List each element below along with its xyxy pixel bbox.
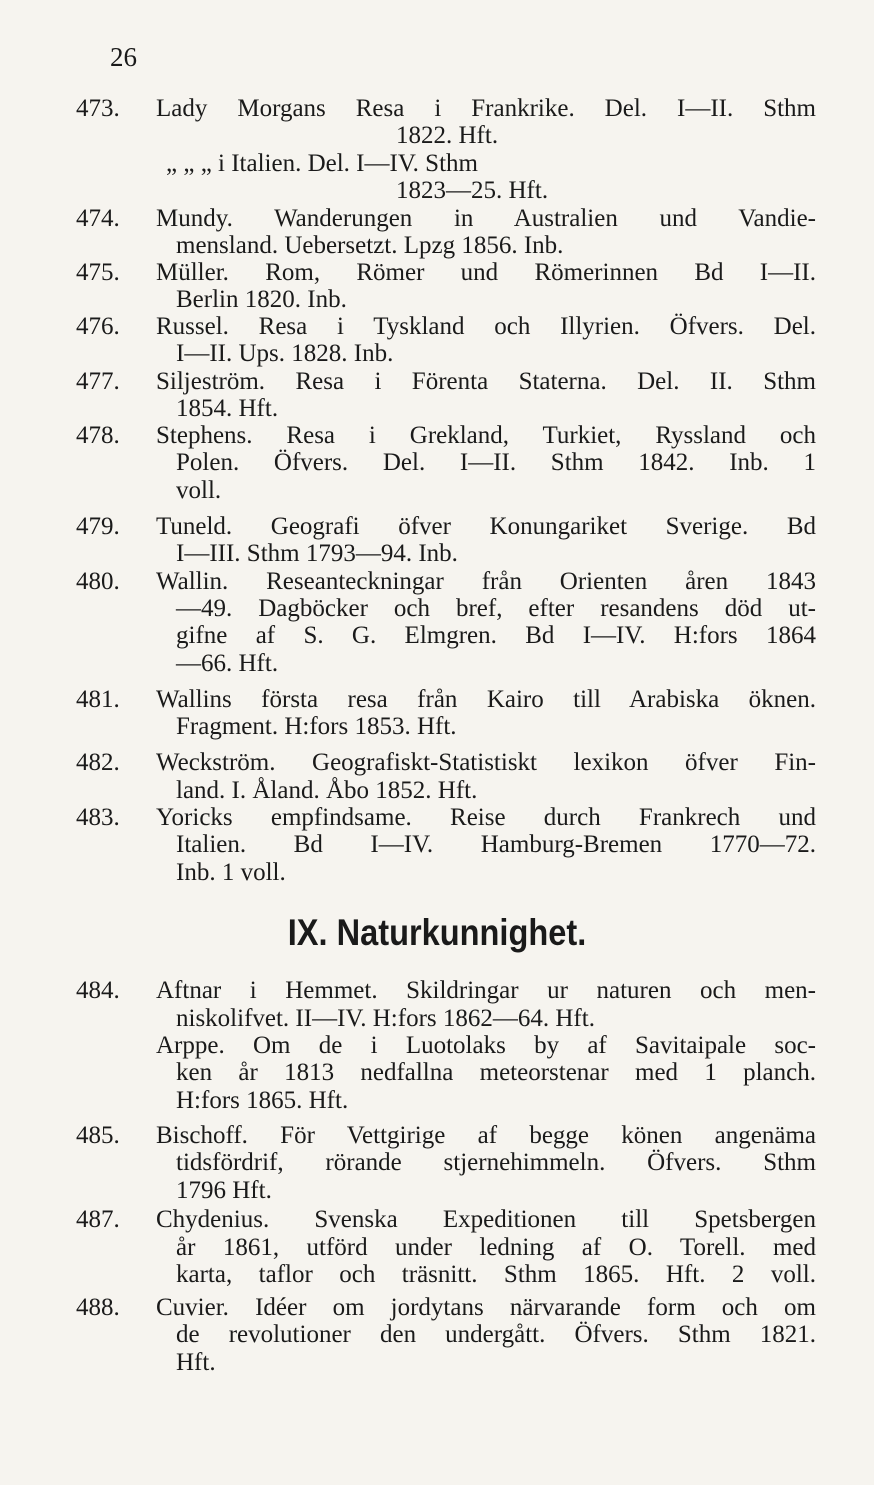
- entry-number: 478.: [76, 422, 120, 449]
- entry-line: gifne af S. G. Elmgren. Bd I—IV. H:fors 1864: [176, 622, 816, 649]
- entry-number: 475.: [76, 259, 120, 286]
- entry-line: Fragment. H:fors 1853. Hft.: [176, 713, 457, 740]
- entry-line: Aftnar i Hemmet. Skildringar ur naturen och men-: [156, 977, 816, 1004]
- entry-line: år 1861, utförd under ledning af O. Torell. med: [176, 1234, 816, 1261]
- entry-line: tidsfördrif, rörande stjernehimmeln. Öfvers. Sthm: [176, 1149, 816, 1176]
- entry-line: Mundy. Wanderungen in Australien und Vandie-: [156, 205, 816, 232]
- entry-number: 473.: [76, 95, 120, 122]
- entry-line: 1823—25. Hft.: [396, 177, 549, 204]
- entry-line: de revolutioner den undergått. Öfvers. Sthm 1821.: [176, 1321, 816, 1348]
- entry-number: 481.: [76, 686, 120, 713]
- entry-line: Siljeström. Resa i Förenta Staterna. Del. II. Sthm: [156, 368, 816, 395]
- entry-line: karta, taflor och träsnitt. Sthm 1865. Hft. 2 voll.: [176, 1261, 816, 1288]
- entry-line: Berlin 1820. Inb.: [176, 286, 347, 313]
- entry-line: —49. Dagböcker och bref, efter resandens död ut-: [176, 595, 816, 622]
- entry-line: Wallin. Reseanteckningar från Orienten åren 1843: [156, 568, 816, 595]
- section-heading: IX. Naturkunnighet.: [287, 912, 587, 953]
- entry-line: Stephens. Resa i Grekland, Turkiet, Ryssland och: [156, 422, 816, 449]
- entry-number: 487.: [76, 1206, 120, 1233]
- entry-number: 488.: [76, 1294, 120, 1321]
- entry-line: I—II. Ups. 1828. Inb.: [176, 340, 394, 367]
- entry-number: 480.: [76, 568, 120, 595]
- entry-line: Polen. Öfvers. Del. I—II. Sthm 1842. Inb. 1: [176, 449, 816, 476]
- entry-line: 1796 Hft.: [176, 1177, 272, 1204]
- entry-line: land. I. Åland. Åbo 1852. Hft.: [176, 777, 478, 804]
- page-number: 26: [110, 42, 137, 72]
- entry-line: voll.: [176, 477, 222, 504]
- entry-line: mensland. Uebersetzt. Lpzg 1856. Inb.: [176, 232, 564, 259]
- entry-number: 483.: [76, 804, 120, 831]
- entry-line: Italien. Bd I—IV. Hamburg-Bremen 1770—72.: [176, 831, 816, 858]
- entry-line: Lady Morgans Resa i Frankrike. Del. I—II. Sthm: [156, 95, 816, 122]
- entry-line: Inb. 1 voll.: [176, 859, 286, 886]
- entry-line: Arppe. Om de i Luotolaks by af Savitaipale soc-: [156, 1032, 816, 1059]
- entry-number: 484.: [76, 977, 120, 1004]
- entry-number: 477.: [76, 368, 120, 395]
- entry-line: Yoricks empfindsame. Reise durch Frankrech und: [156, 804, 816, 831]
- entry-line: Bischoff. För Vettgirige af begge könen angenäma: [156, 1122, 816, 1149]
- entry-number: 485.: [76, 1122, 120, 1149]
- entry-number: 474.: [76, 205, 120, 232]
- entry-line: Wallins första resa från Kairo till Arabiska öknen.: [156, 686, 816, 713]
- entry-line: „ „ „ i Italien. Del. I—IV. Sthm: [166, 150, 478, 177]
- entry-line: Russel. Resa i Tyskland och Illyrien. Öfvers. Del.: [156, 313, 816, 340]
- entry-line: I—III. Sthm 1793—94. Inb.: [176, 540, 458, 567]
- entry-line: Cuvier. Idéer om jordytans närvarande form och om: [156, 1294, 816, 1321]
- entry-line: niskolifvet. II—IV. H:fors 1862—64. Hft.: [176, 1005, 595, 1032]
- entry-line: 1854. Hft.: [176, 395, 279, 422]
- entry-number: 482.: [76, 749, 120, 776]
- entry-line: Tuneld. Geografi öfver Konungariket Sverige. Bd: [156, 513, 816, 540]
- entry-line: 1822. Hft.: [396, 122, 499, 149]
- entry-line: Weckström. Geografiskt-Statistiskt lexikon öfver Fin-: [156, 749, 816, 776]
- entry-line: Hft.: [176, 1349, 216, 1376]
- entry-line: Chydenius. Svenska Expeditionen till Spetsbergen: [156, 1206, 816, 1233]
- entry-number: 476.: [76, 313, 120, 340]
- entry-line: Müller. Rom, Römer und Römerinnen Bd I—II.: [156, 259, 816, 286]
- entry-number: 479.: [76, 513, 120, 540]
- entry-line: ken år 1813 nedfallna meteorstenar med 1 planch.: [176, 1059, 816, 1086]
- entry-line: —66. Hft.: [176, 650, 279, 677]
- entry-line: H:fors 1865. Hft.: [176, 1087, 349, 1114]
